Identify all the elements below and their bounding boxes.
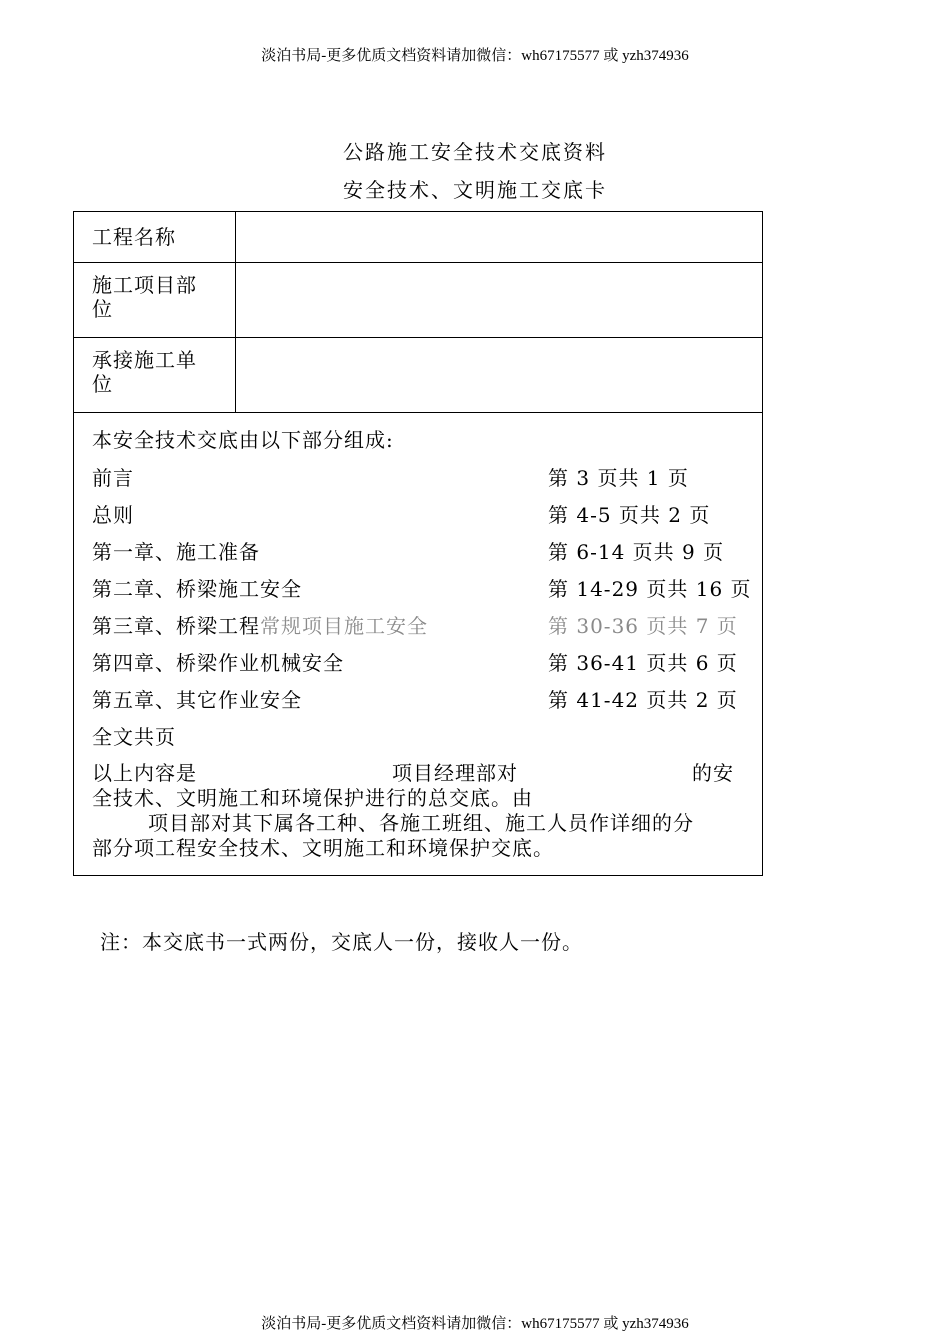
summary-part-1: 以上内容是 [92,761,197,785]
toc-item-pages: 第 30-36 页共 7 页 [548,614,738,638]
toc-item-pages: 第 14-29 页共 16 页 [548,577,752,601]
contents-intro: 本安全技术交底由以下部分组成: [92,428,394,452]
toc-item-title: 前言 [92,466,134,490]
toc-item-pages: 第 41-42 页共 2 页 [548,688,738,712]
toc-item-title: 第五章、其它作业安全 [92,688,302,712]
toc-item-pages: 第 6-14 页共 9 页 [548,540,725,564]
summary-part-2: 项目经理部对 [392,761,518,785]
toc-item [92,650,738,687]
total-pages-line: 全文共页 [92,725,176,749]
toc-item [92,502,734,539]
toc-item-title: 第一章、施工准备 [92,540,260,564]
summary-line-2: 全技术、文明施工和环境保护进行的总交底。由 [92,786,533,810]
summary-line-3: 项目部对其下属各工种、各施工班组、施工人员作详细的分 [148,811,694,835]
department-label-line1: 施工项目部 [92,273,197,297]
toc-item [92,613,738,650]
toc-item-pages: 第 4-5 页共 2 页 [548,503,711,527]
summary-paragraph [92,761,734,861]
toc-item-pages: 第 36-41 页共 6 页 [548,651,738,675]
contractor-label-line1: 承接施工单 [92,348,197,372]
summary-line-4: 部分项工程安全技术、文明施工和环境保护交底。 [92,836,554,860]
contractor-label-line2: 位 [92,372,113,396]
toc-item-title-part-b: 常规项目施工安全 [260,614,428,638]
project-name-row [74,212,763,263]
toc-item [92,465,734,502]
summary-line-1 [92,761,734,786]
toc-item [92,687,738,724]
toc-item-title: 总则 [92,503,134,527]
document-title: 公路施工安全技术交底资料 [343,140,607,164]
page-header: 淡泊书局-更多优质文档资料请加微信：wh67175577 或 yzh374936 [261,48,689,64]
project-name-label: 工程名称 [74,212,236,263]
contents-cell [74,413,763,876]
toc-item [92,576,752,613]
department-field[interactable] [236,263,763,338]
page-footer: 淡泊书局-更多优质文档资料请加微信：wh67175577 或 yzh374936 [261,1316,689,1332]
toc-item-pages: 第 3 页共 1 页 [548,466,689,490]
toc-item-title: 第二章、桥梁施工安全 [92,577,302,601]
department-label [74,263,236,338]
project-name-field[interactable] [236,212,763,263]
summary-part-3: 的安 [692,761,734,785]
toc-item-title: 第四章、桥梁作业机械安全 [92,651,344,675]
toc-item [92,539,734,576]
briefing-form-table [73,211,763,876]
contractor-label [74,338,236,413]
contractor-field[interactable] [236,338,763,413]
department-label-line2: 位 [92,297,113,321]
contractor-row [74,338,763,413]
toc-item-title-part-a: 第三章、桥梁工程 [92,614,260,638]
contents-row [74,413,763,876]
document-subtitle: 安全技术、文明施工交底卡 [343,178,607,202]
toc-item-title [92,613,428,650]
department-row [74,263,763,338]
footnote: 注：本交底书一式两份，交底人一份，接收人一份。 [100,930,583,954]
